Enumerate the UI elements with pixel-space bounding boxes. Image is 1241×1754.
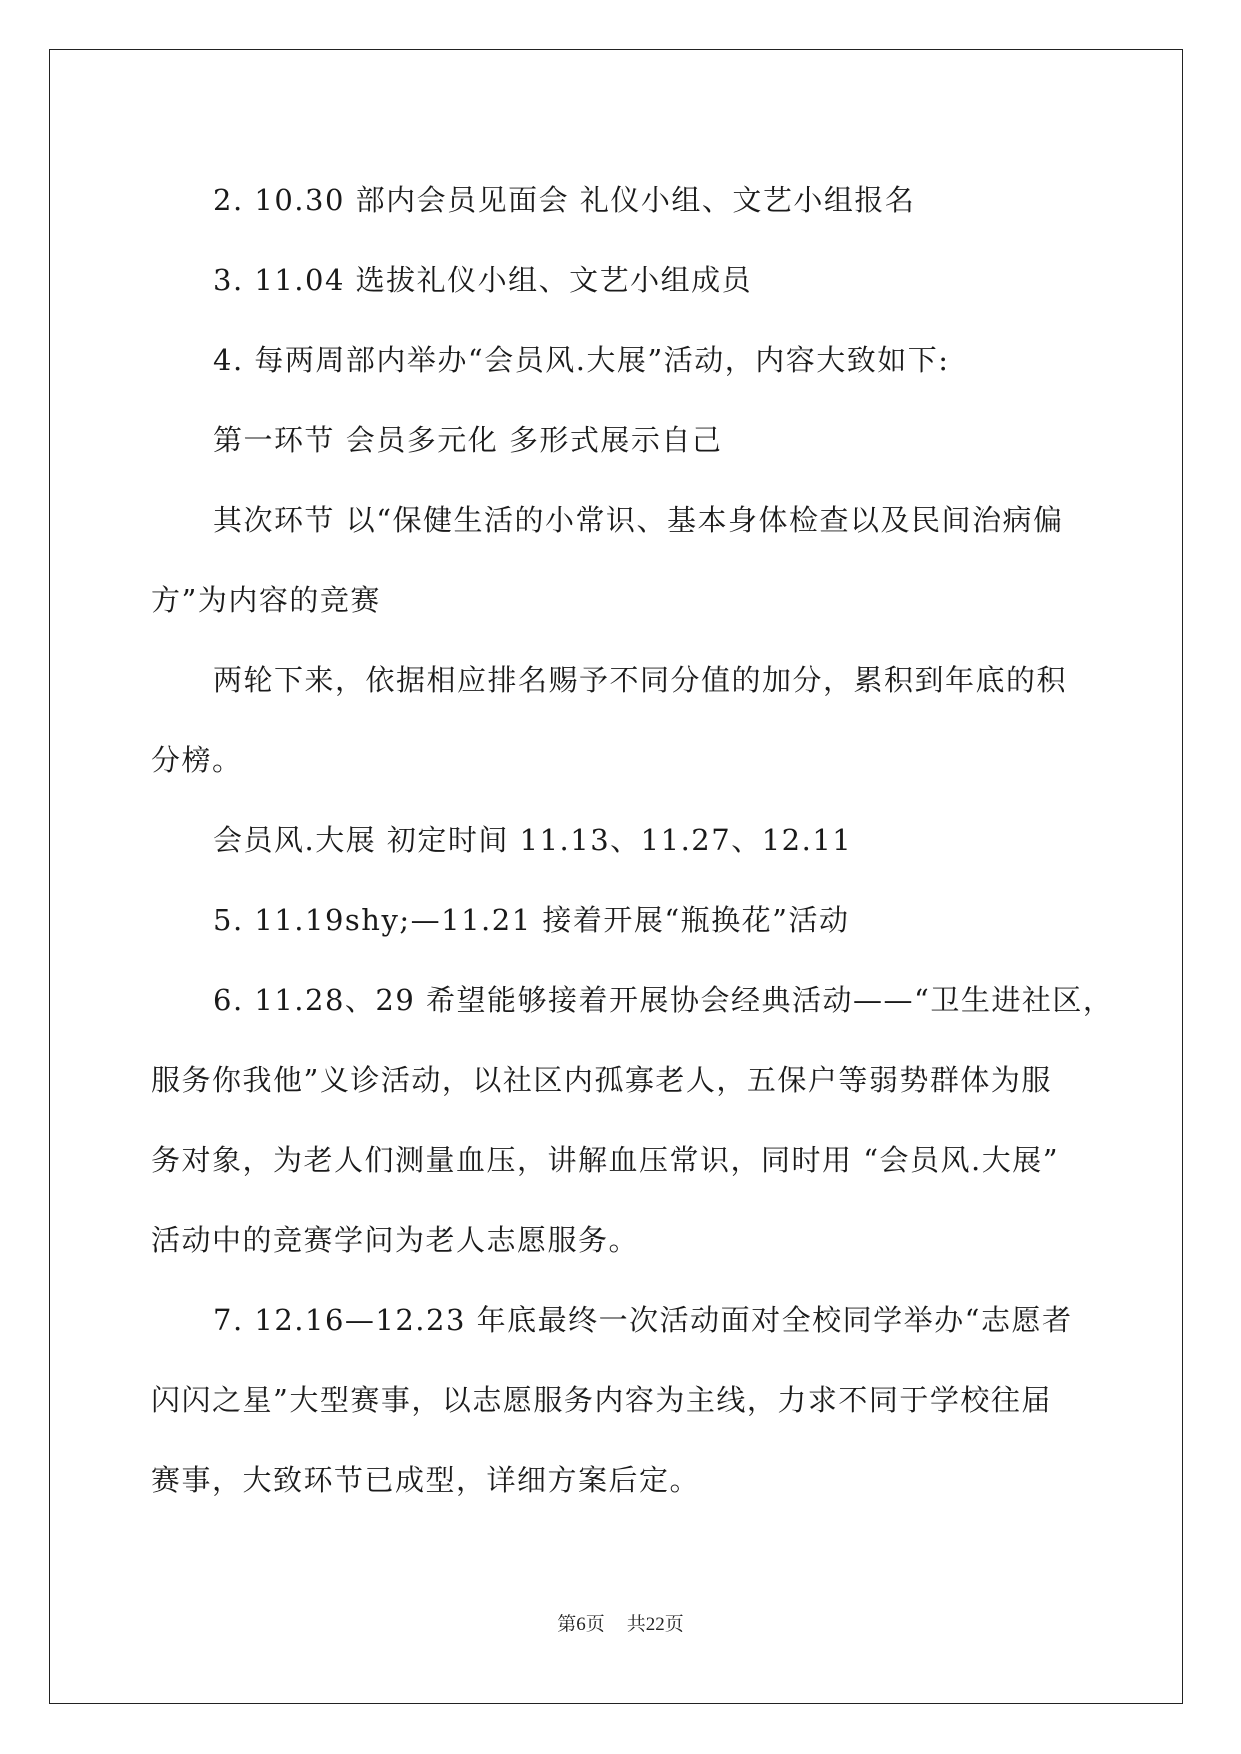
paragraph-line-16: 闪闪之星”大型赛事，以志愿服务内容为主线，力求不同于学校往届 [151, 1383, 1052, 1417]
page-total: 共22页 [626, 1614, 684, 1635]
document-body [151, 160, 1114, 1520]
paragraph-line-15: 7. 12.16—12.23 年底最终一次活动面对全校同学举办“志愿者 [213, 1303, 1073, 1337]
page-number: 第6页 [557, 1614, 605, 1635]
paragraph-line-13: 务对象，为老人们测量血压，讲解血压常识，同时用 “会员风.大展” [151, 1143, 1060, 1177]
page-footer [0, 1609, 1241, 1636]
paragraph-line-9: 会员风.大展 初定时间 11.13、11.27、12.11 [213, 823, 853, 857]
paragraph-line-11: 6. 11.28、29 希望能够接着开展协会经典活动——“卫生进社区， [213, 983, 1114, 1017]
paragraph-line-5: 其次环节 以“保健生活的小常识、基本身体检查以及民间治病偏 [213, 503, 1064, 537]
paragraph-line-4: 第一环节 会员多元化 多形式展示自己 [213, 423, 723, 457]
paragraph-line-12: 服务你我他”义诊活动，以社区内孤寡老人，五保户等弱势群体为服 [151, 1063, 1052, 1097]
paragraph-line-3: 4. 每两周部内举办“会员风.大展”活动，内容大致如下: [213, 343, 950, 377]
paragraph-line-1: 2. 10.30 部内会员见面会 礼仪小组、文艺小组报名 [213, 183, 916, 217]
paragraph-line-7: 两轮下来，依据相应排名赐予不同分值的加分，累积到年底的积 [213, 663, 1068, 697]
paragraph-line-10: 5. 11.19shy;—11.21 接着开展“瓶换花”活动 [213, 903, 850, 937]
paragraph-line-17: 赛事，大致环节已成型，详细方案后定。 [151, 1463, 701, 1497]
paragraph-line-6: 方”为内容的竞赛 [151, 583, 381, 617]
paragraph-line-14: 活动中的竞赛学问为老人志愿服务。 [151, 1223, 640, 1257]
paragraph-line-8: 分榜。 [151, 743, 243, 777]
paragraph-line-2: 3. 11.04 选拔礼仪小组、文艺小组成员 [213, 263, 753, 297]
